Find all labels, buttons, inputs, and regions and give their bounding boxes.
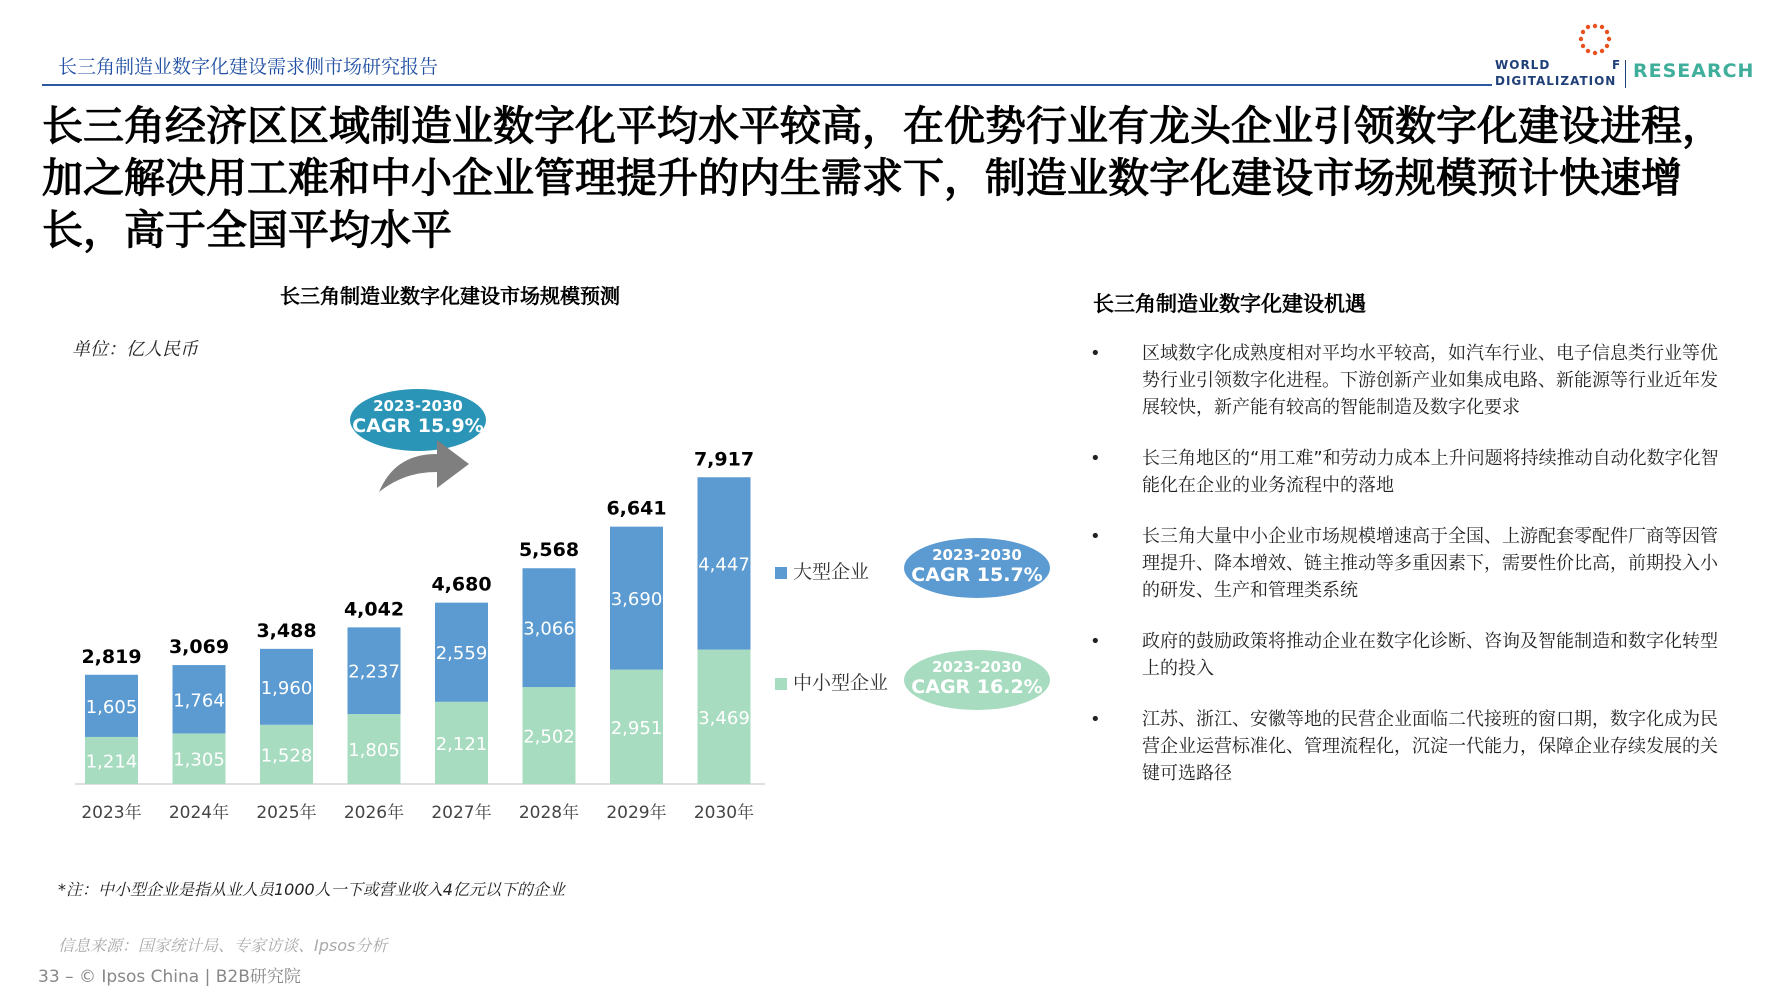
data-label-large-5: 2,559 bbox=[435, 643, 488, 665]
header-divider bbox=[42, 84, 1492, 86]
opportunities-title: 长三角制造业数字化建设机遇 bbox=[1093, 292, 1366, 316]
data-label-large-2: 1,764 bbox=[173, 690, 225, 712]
growth-arrow-icon bbox=[375, 430, 475, 500]
total-label-7: 6,641 bbox=[606, 497, 667, 520]
cagr-small-value: CAGR 16.2% bbox=[911, 676, 1043, 698]
legend-large-swatch bbox=[775, 567, 787, 579]
logo-f-text: F bbox=[1612, 58, 1621, 72]
opportunity-item bbox=[1090, 340, 1730, 421]
bullet-icon: • bbox=[1090, 343, 1101, 364]
data-label-small-8: 3,469 bbox=[698, 707, 750, 729]
total-label-6: 5,568 bbox=[518, 539, 580, 562]
cagr-small-years: 2023-2030 bbox=[932, 658, 1022, 676]
legend-large-label: 大型企业 bbox=[793, 561, 870, 583]
opportunity-item bbox=[1090, 628, 1730, 682]
total-label-8: 7,917 bbox=[693, 448, 755, 471]
world-of-digitalization-logo bbox=[1495, 22, 1765, 94]
opportunity-item bbox=[1090, 445, 1730, 499]
opportunities-list bbox=[1090, 340, 1730, 811]
chart-unit: 单位：亿人民币 bbox=[72, 339, 198, 360]
total-label-3: 3,488 bbox=[256, 619, 317, 642]
opportunity-text: 长三角大量中小企业市场规模增速高于全国、上游配套零配件厂商等因管理提升、降本增效、链主推动等多重因素下，需要性价比高，前期投入小的研发、生产和管理类系统 bbox=[1142, 526, 1718, 601]
logo-dots-icon bbox=[1575, 22, 1635, 64]
report-header-title: 长三角制造业数字化建设需求侧市场研究报告 bbox=[58, 56, 439, 78]
chart-title: 长三角制造业数字化建设市场规模预测 bbox=[280, 284, 620, 308]
data-label-large-8: 4,447 bbox=[698, 554, 750, 576]
opportunity-text: 长三角地区的“用工难”和劳动力成本上升问题将持续推动自动化数字化智能化在企业的业务流程中的落地 bbox=[1142, 448, 1719, 496]
total-label-1: 2,819 bbox=[81, 645, 142, 668]
data-label-small-7: 2,951 bbox=[610, 717, 663, 739]
legend-small-label: 中小型企业 bbox=[793, 672, 889, 694]
data-label-small-3: 1,528 bbox=[260, 745, 313, 767]
bullet-icon: • bbox=[1090, 709, 1101, 730]
legend-large bbox=[775, 557, 869, 584]
cagr-total-value: CAGR 15.9% bbox=[352, 415, 484, 437]
x-tick-label-7: 2029年 bbox=[606, 803, 667, 823]
total-label-5: 4,680 bbox=[431, 573, 492, 596]
data-label-large-6: 3,066 bbox=[523, 618, 575, 640]
logo-separator bbox=[1625, 60, 1626, 88]
x-tick-label-1: 2023年 bbox=[81, 803, 142, 823]
x-tick-label-3: 2025年 bbox=[256, 803, 317, 823]
x-tick-label-2: 2024年 bbox=[168, 803, 230, 823]
cagr-large-value: CAGR 15.7% bbox=[911, 564, 1043, 586]
page-headline: 长三角经济区区域制造业数字化平均水平较高，在优势行业有龙头企业引领数字化建设进程，加之解决用工难和中小企业管理提升的内生需求下，制造业数字化建设市场规模预计快速增长，高于全国平均水平 bbox=[42, 102, 1723, 254]
logo-world-text: WORLD bbox=[1495, 58, 1551, 72]
bullet-icon: • bbox=[1090, 448, 1101, 469]
data-label-small-1: 1,214 bbox=[85, 751, 138, 773]
total-label-4: 4,042 bbox=[343, 598, 405, 621]
cagr-large-badge bbox=[904, 538, 1050, 598]
opportunity-item bbox=[1090, 706, 1730, 787]
bullet-icon: • bbox=[1090, 631, 1101, 652]
cagr-large-years: 2023-2030 bbox=[932, 546, 1022, 564]
x-tick-label-5: 2027年 bbox=[431, 803, 492, 823]
data-label-small-4: 1,805 bbox=[348, 740, 400, 762]
data-source: 信息来源：国家统计局、专家访谈、Ipsos分析 bbox=[58, 936, 388, 955]
data-label-large-7: 3,690 bbox=[610, 589, 663, 611]
x-tick-label-8: 2030年 bbox=[693, 803, 755, 823]
cagr-small-badge bbox=[904, 650, 1050, 710]
bullet-icon: • bbox=[1090, 526, 1101, 547]
x-tick-label-6: 2028年 bbox=[518, 803, 580, 823]
data-label-large-4: 2,237 bbox=[348, 661, 400, 683]
data-label-small-6: 2,502 bbox=[523, 726, 575, 748]
total-label-2: 3,069 bbox=[168, 636, 230, 659]
x-tick-label-4: 2026年 bbox=[343, 803, 405, 823]
data-label-small-5: 2,121 bbox=[435, 733, 488, 755]
data-label-large-1: 1,605 bbox=[85, 696, 138, 718]
opportunity-text: 政府的鼓励政策将推动企业在数字化诊断、咨询及智能制造和数字化转型上的投入 bbox=[1142, 631, 1718, 679]
data-label-large-3: 1,960 bbox=[260, 677, 313, 699]
opportunity-text: 区域数字化成熟度相对平均水平较高，如汽车行业、电子信息类行业等优势行业引领数字化进程。下游创新产业如集成电路、新能源等行业近年发展较快，新产能有较高的智能制造及数字化要求 bbox=[1142, 343, 1718, 418]
legend-small-swatch bbox=[775, 678, 787, 690]
logo-research-text: RESEARCH bbox=[1633, 60, 1755, 82]
legend-small bbox=[775, 668, 888, 695]
cagr-total-years: 2023-2030 bbox=[373, 397, 463, 415]
logo-digitalization-text: DIGITALIZATION bbox=[1495, 74, 1617, 88]
chart-footnote: *注：中小型企业是指从业人员1000人一下或营业收入4亿元以下的企业 bbox=[58, 880, 565, 899]
opportunity-text: 江苏、浙江、安徽等地的民营企业面临二代接班的窗口期，数字化成为民营企业运营标准化、管理流程化，沉淀一代能力，保障企业存续发展的关键可选路径 bbox=[1142, 709, 1718, 784]
page-footer: 33 – © Ipsos China | B2B研究院 bbox=[38, 967, 301, 987]
data-label-small-2: 1,305 bbox=[173, 749, 225, 771]
opportunity-item bbox=[1090, 523, 1730, 604]
